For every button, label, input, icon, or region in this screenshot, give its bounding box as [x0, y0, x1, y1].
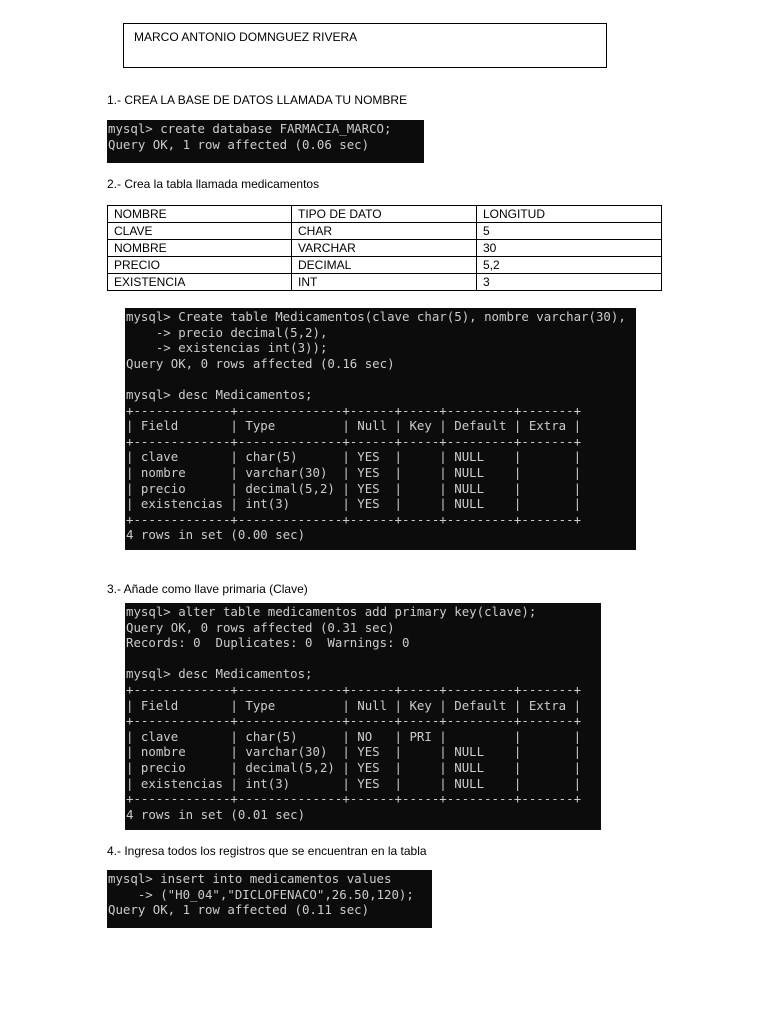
- question-4: 4.- Ingresa todos los registros que se encuentran en la tabla: [107, 844, 427, 858]
- table-row: [108, 274, 662, 291]
- table-header-cell: TIPO DE DATO: [292, 206, 477, 223]
- terminal-line: +-------------+--------------+------+-----+---------+-------+: [126, 681, 582, 697]
- terminal-line: | precio | decimal(5,2) | YES | | NULL | |: [126, 480, 582, 496]
- terminal-line: -> ("H0_04","DICLOFENACO",26.50,120);: [108, 886, 414, 902]
- terminal-line: mysql> desc Medicamentos;: [126, 666, 313, 682]
- table-cell: 3: [477, 274, 662, 291]
- terminal-line: +-------------+--------------+------+-----+---------+-------+: [126, 713, 582, 729]
- terminal-line: -> existencias int(3));: [126, 340, 328, 356]
- table-header-cell: NOMBRE: [108, 206, 292, 223]
- terminal-q4: [107, 870, 432, 928]
- terminal-line: | Field | Type | Null | Key | Default | Extra |: [126, 418, 582, 434]
- terminal-line: | clave | char(5) | NO | PRI | | |: [126, 728, 582, 744]
- question-3: 3.- Añade como llave primaria (Clave): [107, 582, 308, 596]
- terminal-line: 4 rows in set (0.00 sec): [126, 527, 306, 543]
- terminal-line: +-------------+--------------+------+-----+---------+-------+: [126, 791, 582, 807]
- terminal-line: [126, 371, 636, 387]
- terminal-line: mysql> alter table medicamentos add primary key(clave);: [126, 604, 537, 619]
- table-header-row: [108, 206, 662, 223]
- table-cell: NOMBRE: [108, 240, 292, 257]
- terminal-line: Query OK, 0 rows affected (0.31 sec): [126, 619, 395, 635]
- table-cell: CHAR: [292, 223, 477, 240]
- table-cell: DECIMAL: [292, 257, 477, 274]
- terminal-q2: [125, 308, 636, 550]
- table-header-cell: LONGITUD: [477, 206, 662, 223]
- terminal-q3: [125, 603, 601, 830]
- terminal-line: | existencias | int(3) | YES | | NULL | |: [126, 496, 582, 512]
- terminal-line: mysql> create database FARMACIA_MARCO;: [108, 121, 392, 136]
- terminal-line: mysql> Create table Medicamentos(clave char(5), nombre varchar(30),: [126, 309, 626, 324]
- table-row: [108, 257, 662, 274]
- student-name-box: [123, 23, 607, 68]
- table-cell: VARCHAR: [292, 240, 477, 257]
- table-row: [108, 223, 662, 240]
- terminal-line: [126, 651, 601, 667]
- question-1: 1.- CREA LA BASE DE DATOS LLAMADA TU NOMBRE: [107, 93, 408, 107]
- student-name: MARCO ANTONIO DOMNGUEZ RIVERA: [134, 30, 358, 44]
- terminal-line: | nombre | varchar(30) | YES | | NULL | |: [126, 464, 582, 480]
- question-2: 2.- Crea la tabla llamada medicamentos: [107, 177, 320, 191]
- terminal-line: Records: 0 Duplicates: 0 Warnings: 0: [126, 635, 410, 651]
- terminal-line: Query OK, 1 row affected (0.06 sec): [108, 136, 370, 152]
- spec-table: [107, 205, 662, 291]
- terminal-line: | Field | Type | Null | Key | Default | Extra |: [126, 697, 582, 713]
- terminal-line: Query OK, 1 row affected (0.11 sec): [108, 902, 370, 918]
- table-cell: CLAVE: [108, 223, 292, 240]
- table-cell: EXISTENCIA: [108, 274, 292, 291]
- table-cell: INT: [292, 274, 477, 291]
- terminal-line: mysql> desc Medicamentos;: [126, 386, 313, 402]
- terminal-line: | precio | decimal(5,2) | YES | | NULL | |: [126, 759, 582, 775]
- terminal-line: | nombre | varchar(30) | YES | | NULL | |: [126, 744, 582, 760]
- terminal-line: | clave | char(5) | YES | | NULL | |: [126, 449, 582, 465]
- terminal-line: -> precio decimal(5,2),: [126, 324, 328, 340]
- terminal-line: mysql> insert into medicamentos values: [108, 871, 392, 886]
- terminal-q1: [107, 120, 424, 163]
- terminal-line: +-------------+--------------+------+-----+---------+-------+: [126, 511, 582, 527]
- table-cell: 30: [477, 240, 662, 257]
- terminal-line: Query OK, 0 rows affected (0.16 sec): [126, 355, 395, 371]
- table-cell: 5,2: [477, 257, 662, 274]
- terminal-line: | existencias | int(3) | YES | | NULL | |: [126, 775, 582, 791]
- terminal-line: +-------------+--------------+------+-----+---------+-------+: [126, 402, 582, 418]
- table-cell: PRECIO: [108, 257, 292, 274]
- table-cell: 5: [477, 223, 662, 240]
- terminal-line: +-------------+--------------+------+-----+---------+-------+: [126, 433, 582, 449]
- terminal-line: 4 rows in set (0.01 sec): [126, 806, 306, 822]
- table-row: [108, 240, 662, 257]
